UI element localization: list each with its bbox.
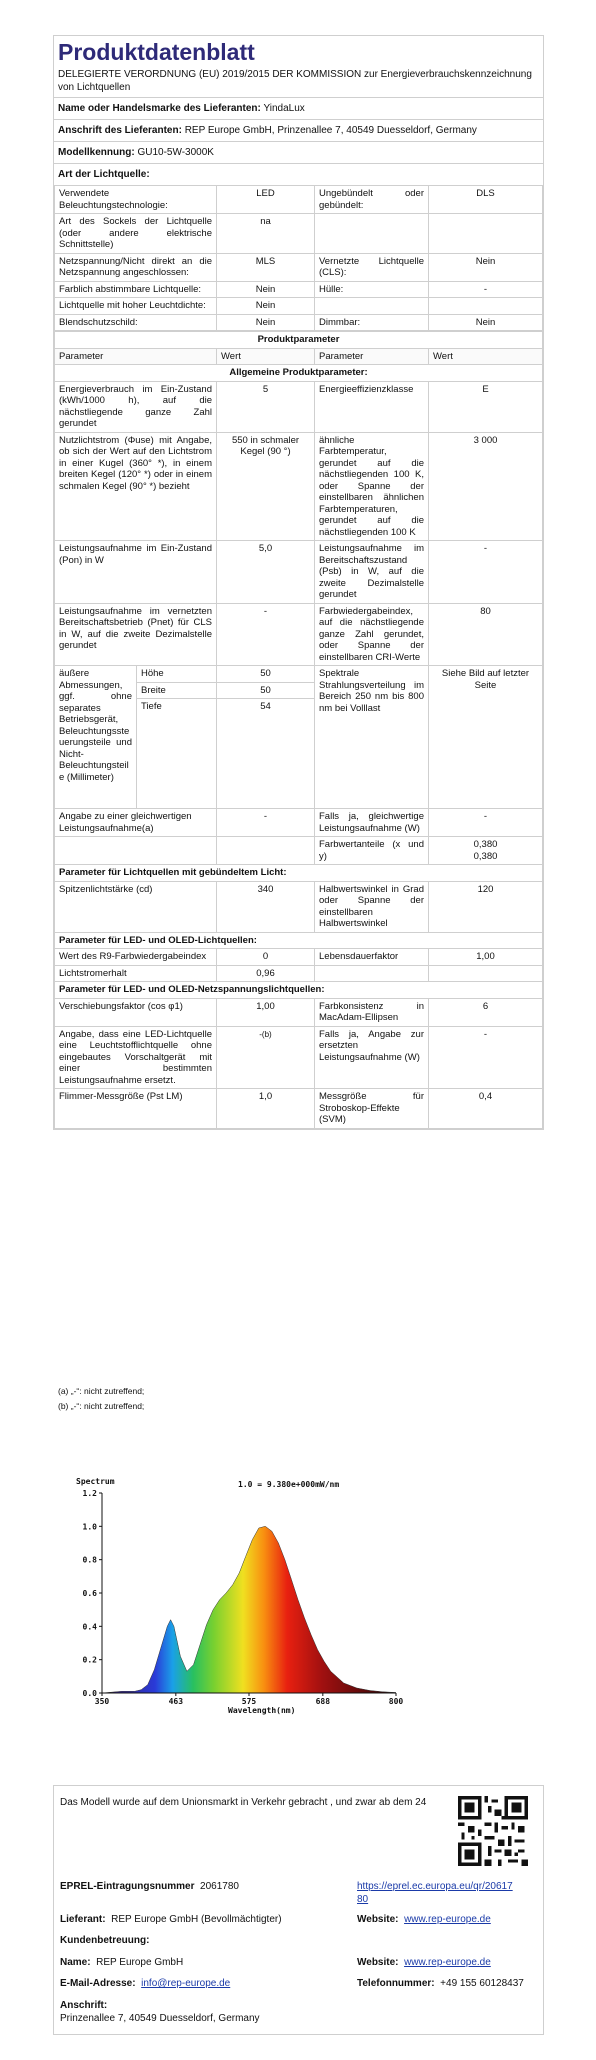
param-value: 6 <box>429 998 543 1026</box>
y-tick-label: 0.4 <box>82 1622 97 1632</box>
lt-value <box>429 214 543 254</box>
chromaticity-y: 0,380 <box>473 850 498 862</box>
lt-value: - <box>429 281 543 298</box>
spectrum-area <box>102 1526 396 1693</box>
table-row <box>55 432 543 541</box>
param-label: ähnliche Farbtemperatur, gerundet auf die nächstliegenden 100 K, oder Spanne der einstellbaren ähnlichen Farbtemperaturen, gerundet auf die nächstliegenden 100 K <box>315 432 429 541</box>
x-tick-label: 350 <box>94 1697 110 1706</box>
x-axis-label: Wavelength(nm) <box>228 1706 296 1715</box>
header-row <box>55 348 543 365</box>
param-value: 3 000 <box>429 432 543 541</box>
col-header: Parameter <box>55 348 217 365</box>
param-value: - <box>429 541 543 604</box>
param-label: Leistungsaufnahme im vernetzten Bereitschaftsbetrieb (Pnet) für CLS in W, auf die zweite Dezimalstelle gerundet <box>55 603 217 666</box>
params-table <box>54 331 543 1129</box>
email-row <box>60 1977 230 1990</box>
website2-link[interactable]: www.rep-europe.de <box>404 1957 491 1968</box>
col-header: Parameter <box>315 348 429 365</box>
lt-label: Verwendete Beleuchtungstechnologie: <box>55 186 217 214</box>
brand-label: Name oder Handelsmarke des Lieferanten: <box>58 103 261 114</box>
website-row <box>357 1913 491 1926</box>
param-value: 0,4 <box>429 1089 543 1129</box>
eprel-number: 2061780 <box>200 1881 239 1892</box>
param-value: 340 <box>217 881 315 932</box>
lt-label: Dimmbar: <box>315 314 429 331</box>
y-axis-label: Spectrum <box>76 1477 115 1486</box>
lt-value: Nein <box>429 253 543 281</box>
name-label: Name: <box>60 1957 91 1968</box>
regulation-subtitle: DELEGIERTE VERORDNUNG (EU) 2019/2015 DER KOMMISSION zur Energieverbrauchskennzeichnung von Lichtquellen <box>58 69 532 93</box>
param-value: - <box>429 1026 543 1089</box>
width-label: Breite <box>137 682 217 699</box>
y-tick-label: 1.2 <box>82 1489 97 1498</box>
qr-code-icon <box>458 1796 528 1866</box>
y-tick-label: 0.6 <box>82 1589 97 1598</box>
param-label: Flimmer-Messgröße (Pst LM) <box>55 1089 217 1129</box>
param-label: Spektrale Strahlungsverteilung im Bereich 250 nm bis 800 nm bei Volllast <box>315 666 429 809</box>
table-row <box>55 314 543 331</box>
section-row <box>55 865 543 882</box>
website-label: Website: <box>357 1914 399 1925</box>
lt-label: Ungebündelt oder gebündelt: <box>315 186 429 214</box>
param-label: Messgröße für Stroboskop-Effekte (SVM) <box>315 1089 429 1129</box>
param-value: 1,00 <box>429 949 543 966</box>
param-label: Halbwertswinkel in Grad oder Spanne der einstellbaren Halbwertswinkel <box>315 881 429 932</box>
address-block <box>60 1999 260 2025</box>
chart-annotation: 1.0 = 9.380e+000mW/nm <box>238 1480 340 1489</box>
param-label <box>315 965 429 982</box>
page-title: Produktdatenblatt <box>58 39 255 65</box>
phone-label: Telefonnummer: <box>357 1978 435 1989</box>
param-label: Wert des R9-Farbwiedergabeindex <box>55 949 217 966</box>
param-value: - <box>429 809 543 837</box>
website-link[interactable]: www.rep-europe.de <box>404 1914 491 1925</box>
param-value: 0 <box>217 949 315 966</box>
model-row <box>54 141 543 163</box>
footnote-b: (b) „-“: nicht zutreffend; <box>58 1401 145 1411</box>
table-row <box>55 949 543 966</box>
lt-label: Art des Sockels der Lichtquelle (oder andere elektrische Schnittstelle) <box>55 214 217 254</box>
supplier-value: REP Europe GmbH (Bevollmächtigter) <box>111 1914 282 1925</box>
param-value: 80 <box>429 603 543 666</box>
address-label: Anschrift des Lieferanten: <box>58 125 182 136</box>
section-row <box>55 332 543 349</box>
param-value: 1,0 <box>217 1089 315 1129</box>
x-tick-label: 688 <box>315 1697 331 1706</box>
table-row <box>55 381 543 432</box>
brand-row <box>54 97 543 119</box>
section-title: Allgemeine Produktparameter: <box>55 365 543 382</box>
param-value: E <box>429 381 543 432</box>
param-label: Farbkonsistenz in MacAdam-Ellipsen <box>315 998 429 1026</box>
param-label: Verschiebungsfaktor (cos φ1) <box>55 998 217 1026</box>
service-label: Kundenbetreuung: <box>60 1935 150 1946</box>
param-value: 550 in schmaler Kegel (90 °) <box>217 432 315 541</box>
address-value: REP Europe GmbH, Prinzenallee 7, 40549 Duesseldorf, Germany <box>184 125 477 136</box>
addr-label: Anschrift: <box>60 2000 108 2011</box>
brand-value: YindaLux <box>263 103 305 114</box>
table-row <box>55 541 543 604</box>
param-label: Energieeffizienzklasse <box>315 381 429 432</box>
table-row <box>55 186 543 214</box>
height-label: Höhe <box>137 666 217 683</box>
param-label: Falls ja, gleichwertige Leistungsaufnahme (W) <box>315 809 429 837</box>
lt-value <box>429 298 543 315</box>
y-tick-label: 1.0 <box>82 1522 97 1532</box>
lt-label <box>315 214 429 254</box>
product-data-sheet <box>53 35 544 1130</box>
website2-row <box>357 1956 491 1969</box>
phone-value: +49 155 60128437 <box>440 1978 524 1989</box>
y-tick-label: 0.0 <box>82 1689 97 1698</box>
height-value: 50 <box>217 666 315 683</box>
table-row <box>55 1089 543 1129</box>
y-tick-label: 0.8 <box>82 1555 97 1565</box>
lt-value: Nein <box>429 314 543 331</box>
eprel-row <box>60 1880 239 1893</box>
param-value: - <box>217 809 315 837</box>
lt-label: Lichtquelle mit hoher Leuchtdichte: <box>55 298 217 315</box>
table-row <box>55 281 543 298</box>
lt-label: Blendschutzschild: <box>55 314 217 331</box>
supplier-label: Lieferant: <box>60 1914 106 1925</box>
footer-box <box>53 1785 544 2035</box>
email-label: E-Mail-Adresse: <box>60 1978 136 1989</box>
lt-value: DLS <box>429 186 543 214</box>
param-value <box>217 837 315 865</box>
lt-value: Nein <box>217 314 315 331</box>
lt-value: Nein <box>217 298 315 315</box>
table-row <box>55 837 543 865</box>
param-label: Spitzenlichtstärke (cd) <box>55 881 217 932</box>
type-row <box>54 163 543 185</box>
name-value: REP Europe GmbH <box>96 1957 184 1968</box>
col-header: Wert <box>217 348 315 365</box>
param-label: Lichtstromerhalt <box>55 965 217 982</box>
param-label: Angabe, dass eine LED-Lichtquelle eine Leuchtstofflichtquelle ohne eingebautes Vorschaltgerät mit einer bestimmten Leistungsaufnahme ersetzt. <box>55 1026 217 1089</box>
width-value: 50 <box>217 682 315 699</box>
param-label: Farbwertanteile (x und y) <box>315 837 429 865</box>
customer-service-heading <box>60 1934 149 1947</box>
lt-label: Vernetzte Lichtquelle (CLS): <box>315 253 429 281</box>
dimensions-label: äußere Abmessungen, ggf. ohne separates Betriebsgerät, Beleuchtungssteuerungsteile und Nicht-Beleuchtungsteile (Millimeter) <box>55 666 137 809</box>
table-row <box>55 881 543 932</box>
table-row <box>55 1026 543 1089</box>
spectrum-chart <box>68 1475 428 1715</box>
section-row <box>55 365 543 382</box>
model-value: GU10-5W-3000K <box>137 147 214 158</box>
name-row <box>60 1956 183 1969</box>
eprel-link[interactable]: https://eprel.ec.europa.eu/qr/2061780 <box>357 1881 513 1905</box>
param-value: - <box>217 603 315 666</box>
table-row <box>55 666 543 683</box>
param-label: Leistungsaufnahme im Bereitschaftszustand (Psb) in W, auf die zweite Dezimalstelle gerundet <box>315 541 429 604</box>
param-value: 5,0 <box>217 541 315 604</box>
table-row <box>55 298 543 315</box>
table-row <box>55 998 543 1026</box>
section-title: Parameter für Lichtquellen mit gebündeltem Licht: <box>55 865 543 882</box>
table-row <box>55 965 543 982</box>
type-label: Art der Lichtquelle: <box>58 169 150 180</box>
param-label: Angabe zu einer gleichwertigen Leistungsaufnahme(a) <box>55 809 217 837</box>
model-label: Modellkennung: <box>58 147 135 158</box>
param-label: Falls ja, Angabe zur ersetzten Leistungsaufnahme (W) <box>315 1026 429 1089</box>
phone-row <box>357 1977 524 1990</box>
section-title: Parameter für LED- und OLED-Lichtquellen: <box>55 932 543 949</box>
lt-value: Nein <box>217 281 315 298</box>
addr-value: Prinzenallee 7, 40549 Duesseldorf, Germany <box>60 2013 260 2024</box>
col-header: Wert <box>429 348 543 365</box>
footnote-a: (a) „-“: nicht zutreffend; <box>58 1386 145 1396</box>
lt-label: Netzspannung/Nicht direkt an die Netzspannung angeschlossen: <box>55 253 217 281</box>
x-tick-label: 575 <box>241 1697 257 1706</box>
param-value: Siehe Bild auf letzter Seite <box>429 666 543 809</box>
y-tick-label: 0.2 <box>82 1655 97 1665</box>
table-row <box>55 603 543 666</box>
param-value: 5 <box>217 381 315 432</box>
website2-label: Website: <box>357 1957 399 1968</box>
lighttype-table <box>54 185 543 331</box>
section-row <box>55 932 543 949</box>
param-label: Energieverbrauch im Ein-Zustand (kWh/1000 h), auf die nächstliegende ganze Zahl gerundet <box>55 381 217 432</box>
x-tick-label: 463 <box>168 1697 184 1706</box>
param-value: 1,00 <box>217 998 315 1026</box>
param-value: -(b) <box>217 1026 315 1089</box>
depth-value: 54 <box>217 699 315 809</box>
table-row <box>55 253 543 281</box>
lt-label: Hülle: <box>315 281 429 298</box>
param-value: 0,96 <box>217 965 315 982</box>
chromaticity-x: 0,380 <box>473 839 498 850</box>
param-value <box>429 965 543 982</box>
param-label: Lebensdauerfaktor <box>315 949 429 966</box>
param-label <box>55 837 217 865</box>
section-row <box>55 982 543 999</box>
email-link[interactable]: info@rep-europe.de <box>141 1978 231 1989</box>
market-text: Das Modell wurde auf dem Unionsmarkt in Verkehr gebracht , und zwar ab dem 24 <box>60 1797 427 1808</box>
lt-value: MLS <box>217 253 315 281</box>
address-row <box>54 119 543 141</box>
lt-value: LED <box>217 186 315 214</box>
table-row <box>55 809 543 837</box>
lt-value: na <box>217 214 315 254</box>
x-tick-label: 800 <box>388 1697 404 1706</box>
param-label: Farbwiedergabeindex, auf die nächstliegende ganze Zahl gerundet, oder Spanne der einstellbaren CRI-Werte <box>315 603 429 666</box>
table-row <box>55 214 543 254</box>
param-value <box>429 837 543 865</box>
section-title: Parameter für LED- und OLED-Netzspannungslichtquellen: <box>55 982 543 999</box>
supplier-row <box>60 1913 282 1926</box>
eprel-label: EPREL-Eintragungsnummer <box>60 1881 195 1892</box>
section-title: Produktparameter <box>55 332 543 349</box>
param-label: Nutzlichtstrom (Φuse) mit Angabe, ob sich der Wert auf den Lichtstrom in einer Kugel (360° *), in einem breiten Kegel (120° *) oder in einem schmalen Kegel (90° *) bezieht <box>55 432 217 541</box>
param-label: Leistungsaufnahme im Ein-Zustand (Pon) in W <box>55 541 217 604</box>
param-value: 120 <box>429 881 543 932</box>
footnotes <box>58 1384 144 1414</box>
lt-label: Farblich abstimmbare Lichtquelle: <box>55 281 217 298</box>
lt-label <box>315 298 429 315</box>
depth-label: Tiefe <box>137 699 217 809</box>
